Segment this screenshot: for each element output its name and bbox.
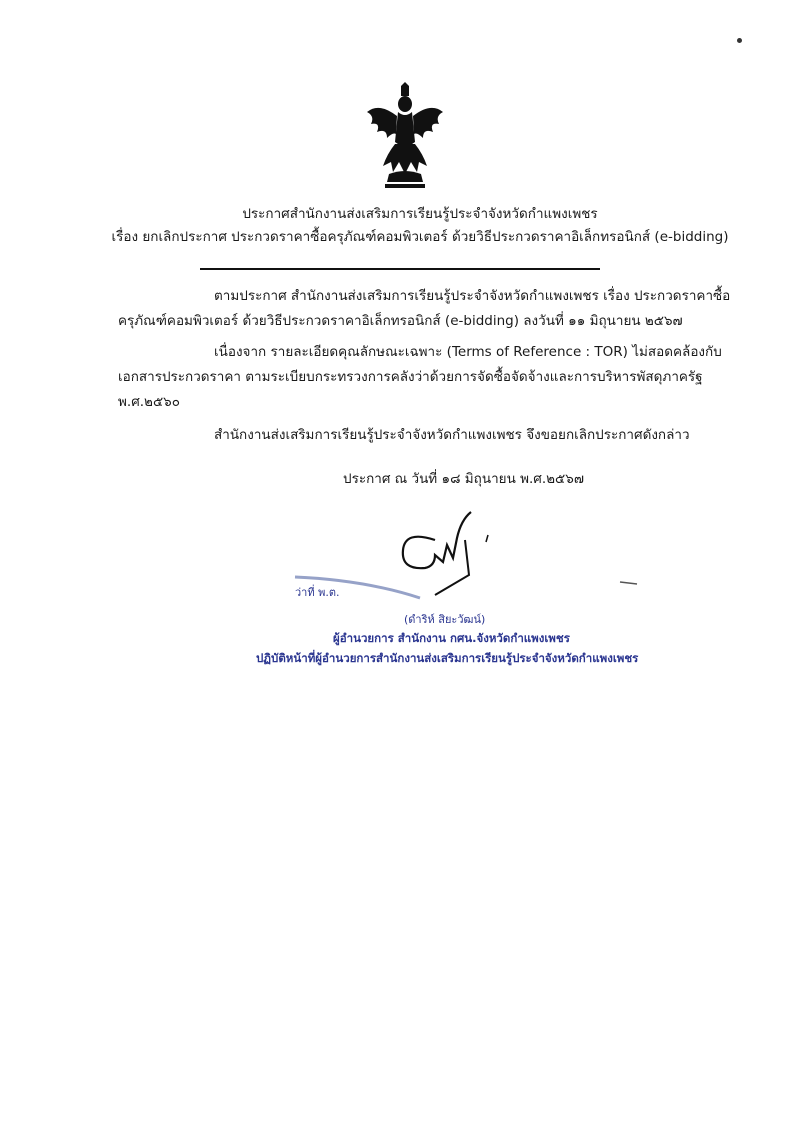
garuda-emblem-icon (365, 82, 445, 192)
paragraph-2-line-3: พ.ศ.๒๕๖๐ (118, 394, 180, 410)
paragraph-3: สำนักงานส่งเสริมการเรียนรู้ประจำจังหวัดกำแพงเพชร จึงขอยกเลิกประกาศดังกล่าว (214, 427, 690, 443)
signatory-name: (ดำริห์ สิยะวัฒน์) (404, 613, 486, 626)
signatory-acting-position: ปฏิบัติหน้าที่ผู้อำนวยการสำนักงานส่งเสริมการเรียนรู้ประจำจังหวัดกำแพงเพชร (256, 651, 639, 665)
signatory-position: ผู้อำนวยการ สำนักงาน กศน.จังหวัดกำแพงเพชร (333, 631, 570, 645)
paragraph-1-line-1: ตามประกาศ สำนักงานส่งเสริมการเรียนรู้ประจำจังหวัดกำแพงเพชร เรื่อง ประกวดราคาซื้อ (214, 288, 731, 304)
announcement-date: ประกาศ ณ วันที่ ๑๘ มิถุนายน พ.ศ.๒๕๖๗ (343, 471, 584, 487)
announcement-subject: เรื่อง ยกเลิกประกาศ ประกวดราคาซื้อครุภัณฑ์คอมพิวเตอร์ ด้วยวิธีประกวดราคาอิเล็กทรอนิกส์ (e-bidding) (111, 229, 729, 245)
signatory-rank: ว่าที่ พ.ต. (295, 586, 340, 599)
announcement-title: ประกาศสำนักงานส่งเสริมการเรียนรู้ประจำจังหวัดกำแพงเพชร (242, 206, 598, 222)
paragraph-2-line-1: เนื่องจาก รายละเอียดคุณลักษณะเฉพาะ (Terms of Reference : TOR) ไม่สอดคล้องกับ (214, 344, 722, 360)
paragraph-2-line-2: เอกสารประกวดราคา ตามระเบียบกระทรวงการคลังว่าด้วยการจัดซื้อจัดจ้างและการบริหารพัสดุภาครัฐ (118, 369, 703, 385)
scan-speck (737, 38, 742, 43)
title-divider (200, 268, 600, 270)
paragraph-1-line-2: ครุภัณฑ์คอมพิวเตอร์ ด้วยวิธีประกวดราคาอิเล็กทรอนิกส์ (e-bidding) ลงวันที่ ๑๑ มิถุนายน ๒๕๖๗ (118, 313, 683, 329)
